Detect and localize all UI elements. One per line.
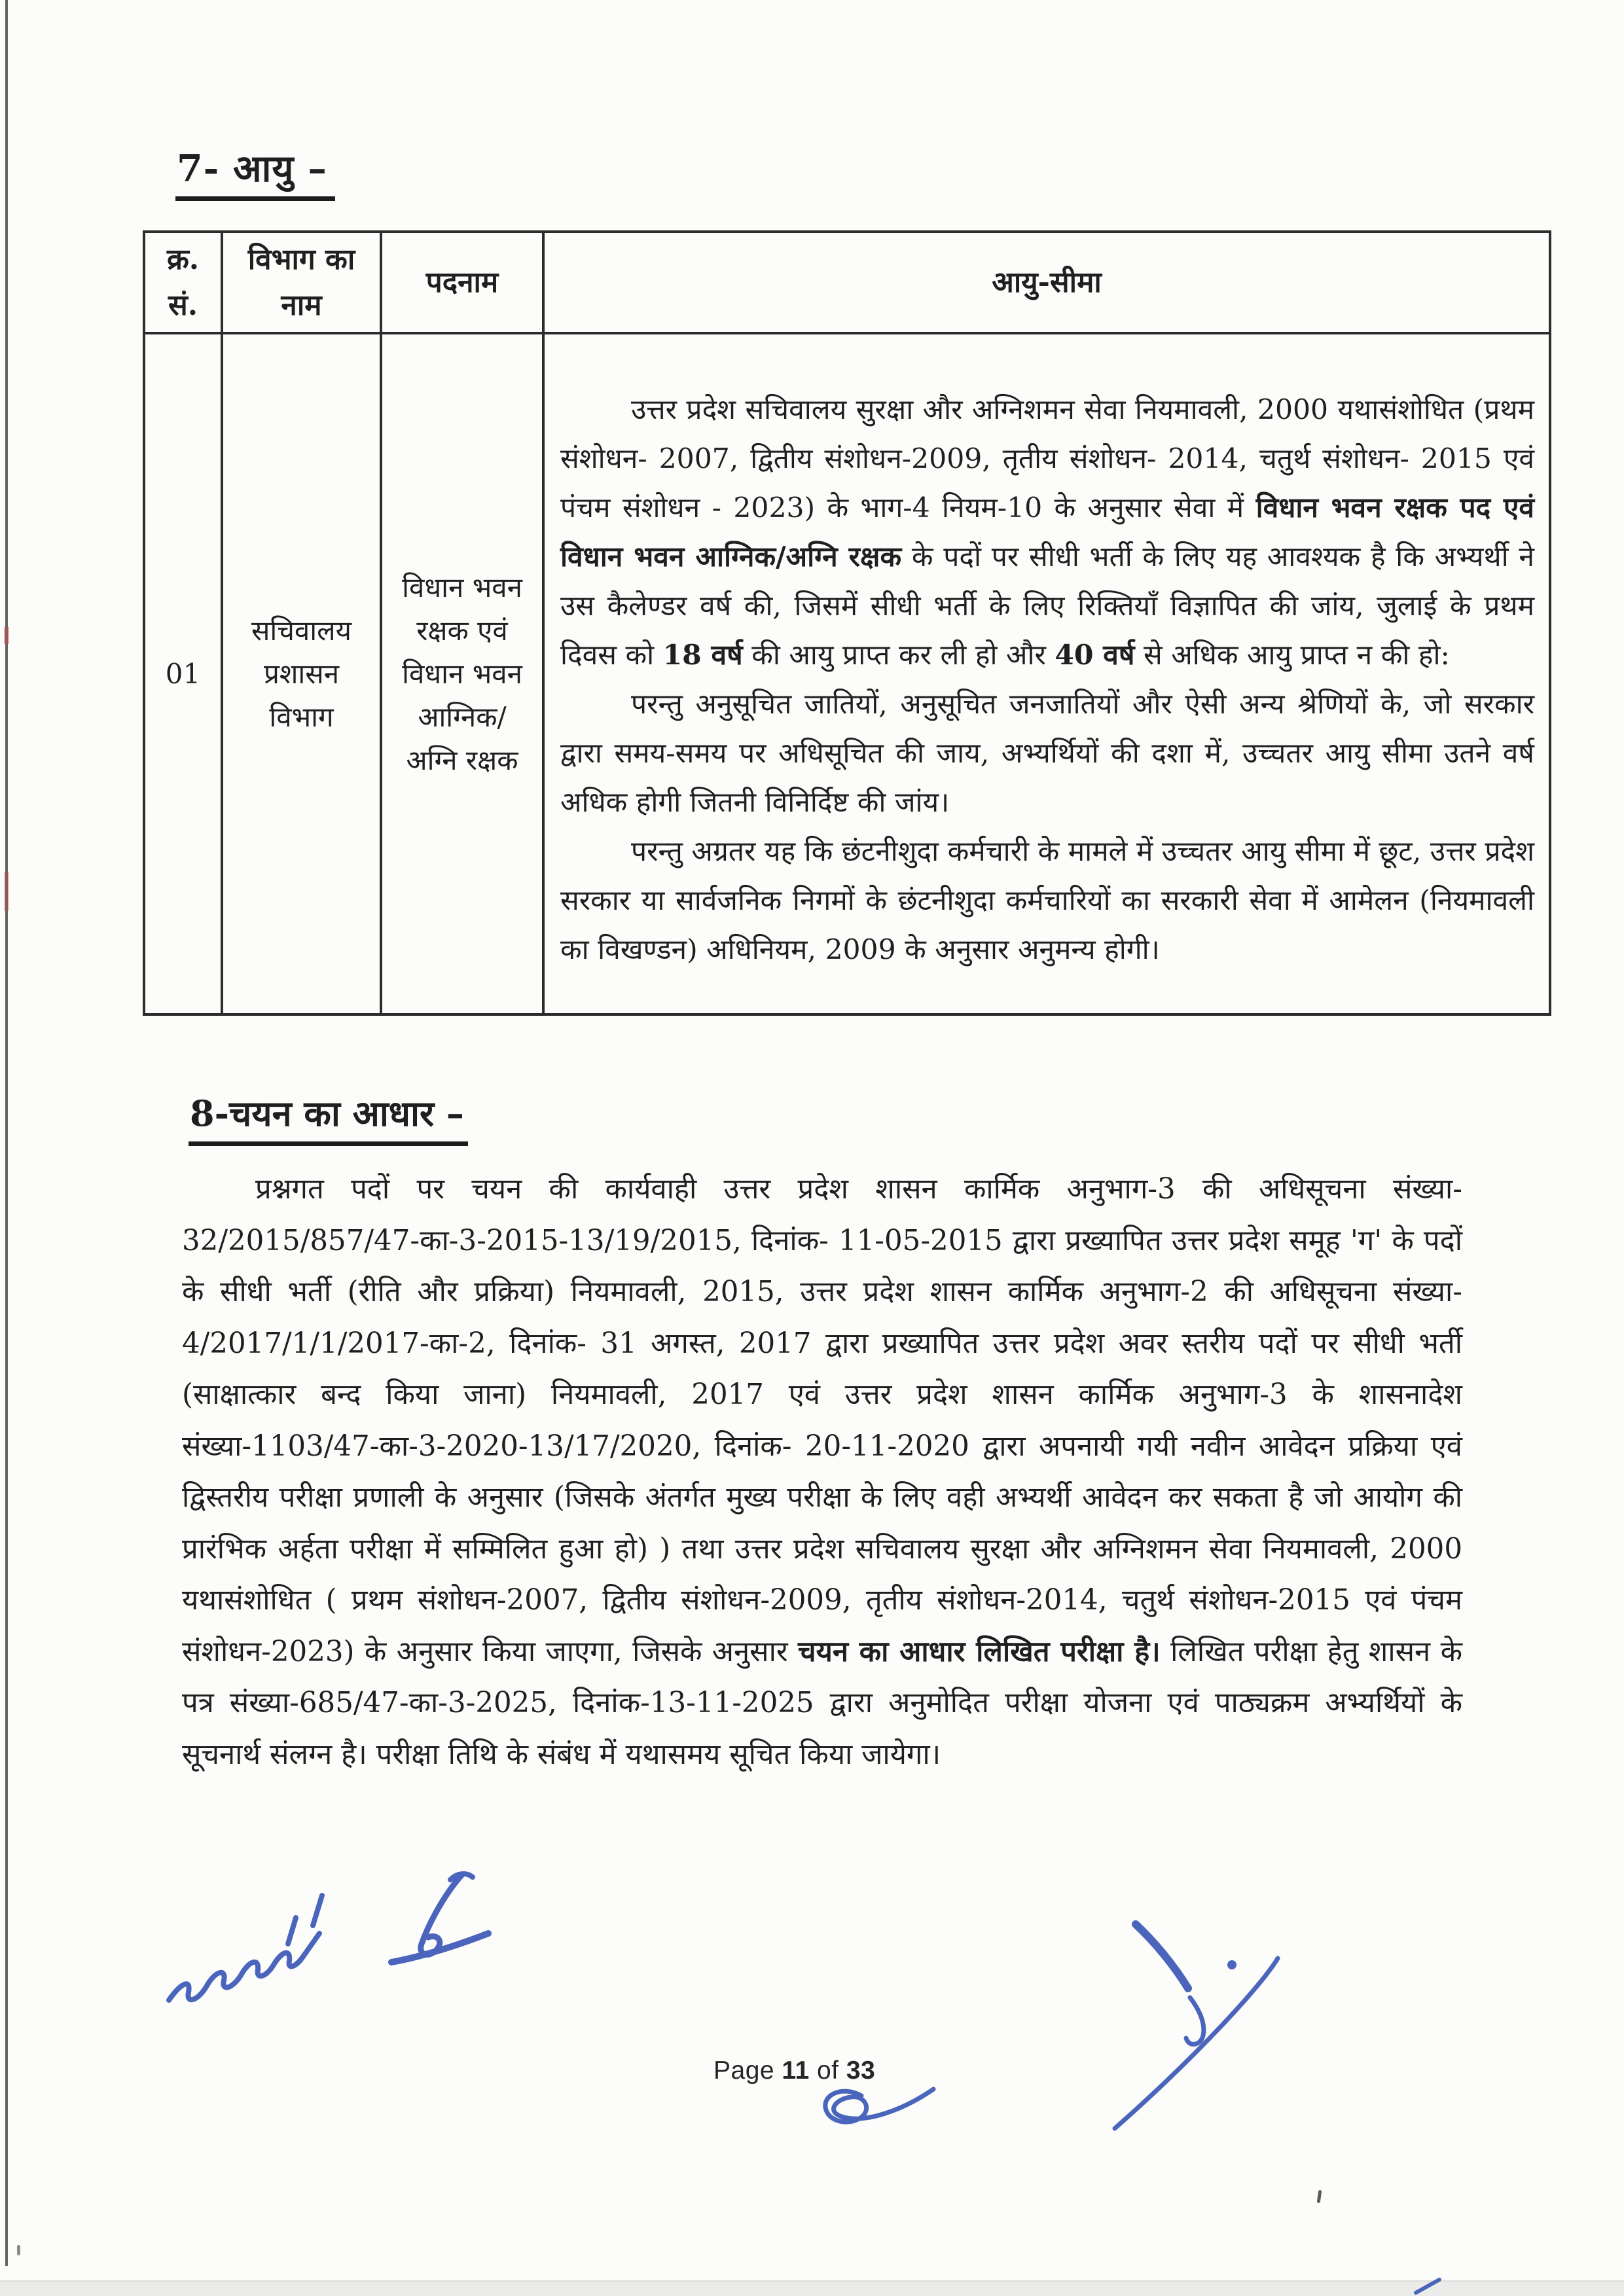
col-header-designation xyxy=(381,232,543,333)
col-header-serial-line2: सं. xyxy=(168,288,198,322)
scan-speck xyxy=(17,2245,20,2255)
col-header-serial-line1: क्र. xyxy=(166,242,200,276)
scan-speck xyxy=(1317,2190,1322,2204)
col-header-department xyxy=(222,232,381,333)
handwritten-signature-flourish xyxy=(391,1874,488,1962)
col-header-age-limit-label: आयु-सीमा xyxy=(992,265,1102,299)
cell-serial-no: 01 xyxy=(144,333,222,1014)
scan-bottom-shadow xyxy=(0,2280,1624,2296)
handwritten-signature-left xyxy=(169,1895,322,2000)
table-data-row xyxy=(144,333,1550,1014)
handwritten-flourish-footer xyxy=(825,2089,933,2122)
section8-paragraph: प्रश्नगत पदों पर चयन की कार्यवाही उत्तर प्रदेश शासन कार्मिक अनुभाग-3 की अधिसूचना संख्या- 32/2015/857/47-का-3-2015-13/19/2015, दिनांक- 11-05-2015 द्वारा प्रख्यापित उत्तर प्रदेश समूह 'ग' के पदों के सीधी भर्ती (रीति और प्रक्रिया) नियमावली, 2015, उत्तर प्रदेश शासन कार्मिक अनुभाग-2 की अधिसूचना संख्या- 4/2017/1/1/2017-का-2, दिनांक- 31 अगस्त, 2017 द्वारा प्रख्यापित उत्तर प्रदेश अवर स्तरीय पदों पर सीधी भर्ती (साक्षात्कार बन्द किया जाना) नियमावली, 2017 एवं उत्तर प्रदेश शासन कार्मिक अनुभाग-3 के शासनादेश संख्या-1103/47-का-3-2020-13/17/2020, दिनांक- 20-11-2020 द्वारा अपनायी गयी नवीन आवेदन प्रक्रिया एवं द्विस्तरीय परीक्षा प्रणाली के अनुसार (जिसके अंतर्गत मुख्य परीक्षा के लिए वही अभ्यर्थी आवेदन कर सकता है जो आयोग की प्रारंभिक अर्हता परीक्षा में सम्मिलित हुआ हो) ) तथा उत्तर प्रदेश सचिवालय सुरक्षा और अग्निशमन सेवा नियमावली, 2000 यथासंशोधित ( प्रथम संशोधन-2007, द्वितीय संशोधन-2009, तृतीय संशोधन-2014, चतुर्थ संशोधन-2015 एवं पंचम संशोधन-2023) के अनुसार किया जाएगा, जिसके अनुसार चयन का आधार लिखित परीक्षा है। लिखित परीक्षा हेतु शासन के पत्र संख्या-685/47-का-3-2025, दिनांक-13-11-2025 द्वारा अनुमोदित परीक्षा योजना एवं पाठ्यक्रम अभ्यर्थियों के सूचनार्थ संलग्न है। परीक्षा तिथि के संबंध में यथासमय सूचित किया जायेगा। xyxy=(182,1173,1462,1771)
col-header-department-line2: नाम xyxy=(281,288,322,322)
cell-age-limit-text: उत्तर प्रदेश सचिवालय सुरक्षा और अग्निशमन सेवा नियमावली, 2000 यथासंशोधित (प्रथम संशोधन- 2007, द्वितीय संशोधन-2009, तृतीय संशोधन- 2014, चतुर्थ संशोधन- 2015 एवं पंचम संशोधन - 2023) के भाग-4 नियम-10 के अनुसार सेवा में विधान भवन रक्षक पद एवं विधान भवन आग्निक/अग्नि रक्षक के पदों पर सीधी भर्ती के लिए यह आवश्यक है कि अभ्यर्थी ने उस कैलेण्डर वर्ष की, जिसमें सीधी भर्ती के लिए रिक्तियाँ विज्ञापित की जांय, जुलाई के प्रथम दिवस को 18 वर्ष की आयु प्राप्त कर ली हो और 40 वर्ष से अधिक आयु प्राप्त न की हो: परन्तु अनुसूचित जातियों, अनुसूचित जनजातियों और ऐसी अन्य श्रेणियों के, जो सरकार द्वारा समय-समय पर अधिसूचित की जाय, अभ्यर्थियों की दशा में, उच्चतर आयु सीमा उतने वर्ष अधिक होगी जितनी विनिर्दिष्ट की जांय। परन्तु अग्रतर यह कि छंटनीशुदा कर्मचारी के मामले में उच्चतर आयु सीमा में छूट, उत्तर प्रदेश सरकार या सार्वजनिक निगमों के छंटनीशुदा कर्मचारियों का सरकारी सेवा में आमेलन (नियमावली का विखण्डन) अधिनियम, 2009 के अनुसार अनुमन्य होगी। xyxy=(543,333,1550,1014)
col-header-serial-no xyxy=(144,232,222,333)
scan-artifact-red xyxy=(4,627,9,644)
scan-artifact-red xyxy=(4,872,9,911)
table-header-row xyxy=(144,232,1550,333)
handwritten-signature-right xyxy=(1115,1924,1278,2128)
cell-designation: विधान भवन रक्षक एवं विधान भवन आग्निक/ अग्नि रक्षक xyxy=(381,333,543,1014)
section7-heading: 7- आयु – xyxy=(175,141,335,201)
age-limit-table xyxy=(143,230,1551,1016)
col-header-age-limit xyxy=(543,232,1550,333)
cell-department-name: सचिवालय प्रशासन विभाग xyxy=(222,333,381,1014)
scan-edge-line xyxy=(5,0,8,2266)
page-number: Page 11 of 33 xyxy=(713,2056,876,2085)
col-header-department-line1: विभाग का xyxy=(247,242,355,276)
col-header-designation-label: पदनाम xyxy=(425,265,499,299)
section8-heading: 8-चयन का आधार – xyxy=(189,1088,468,1146)
